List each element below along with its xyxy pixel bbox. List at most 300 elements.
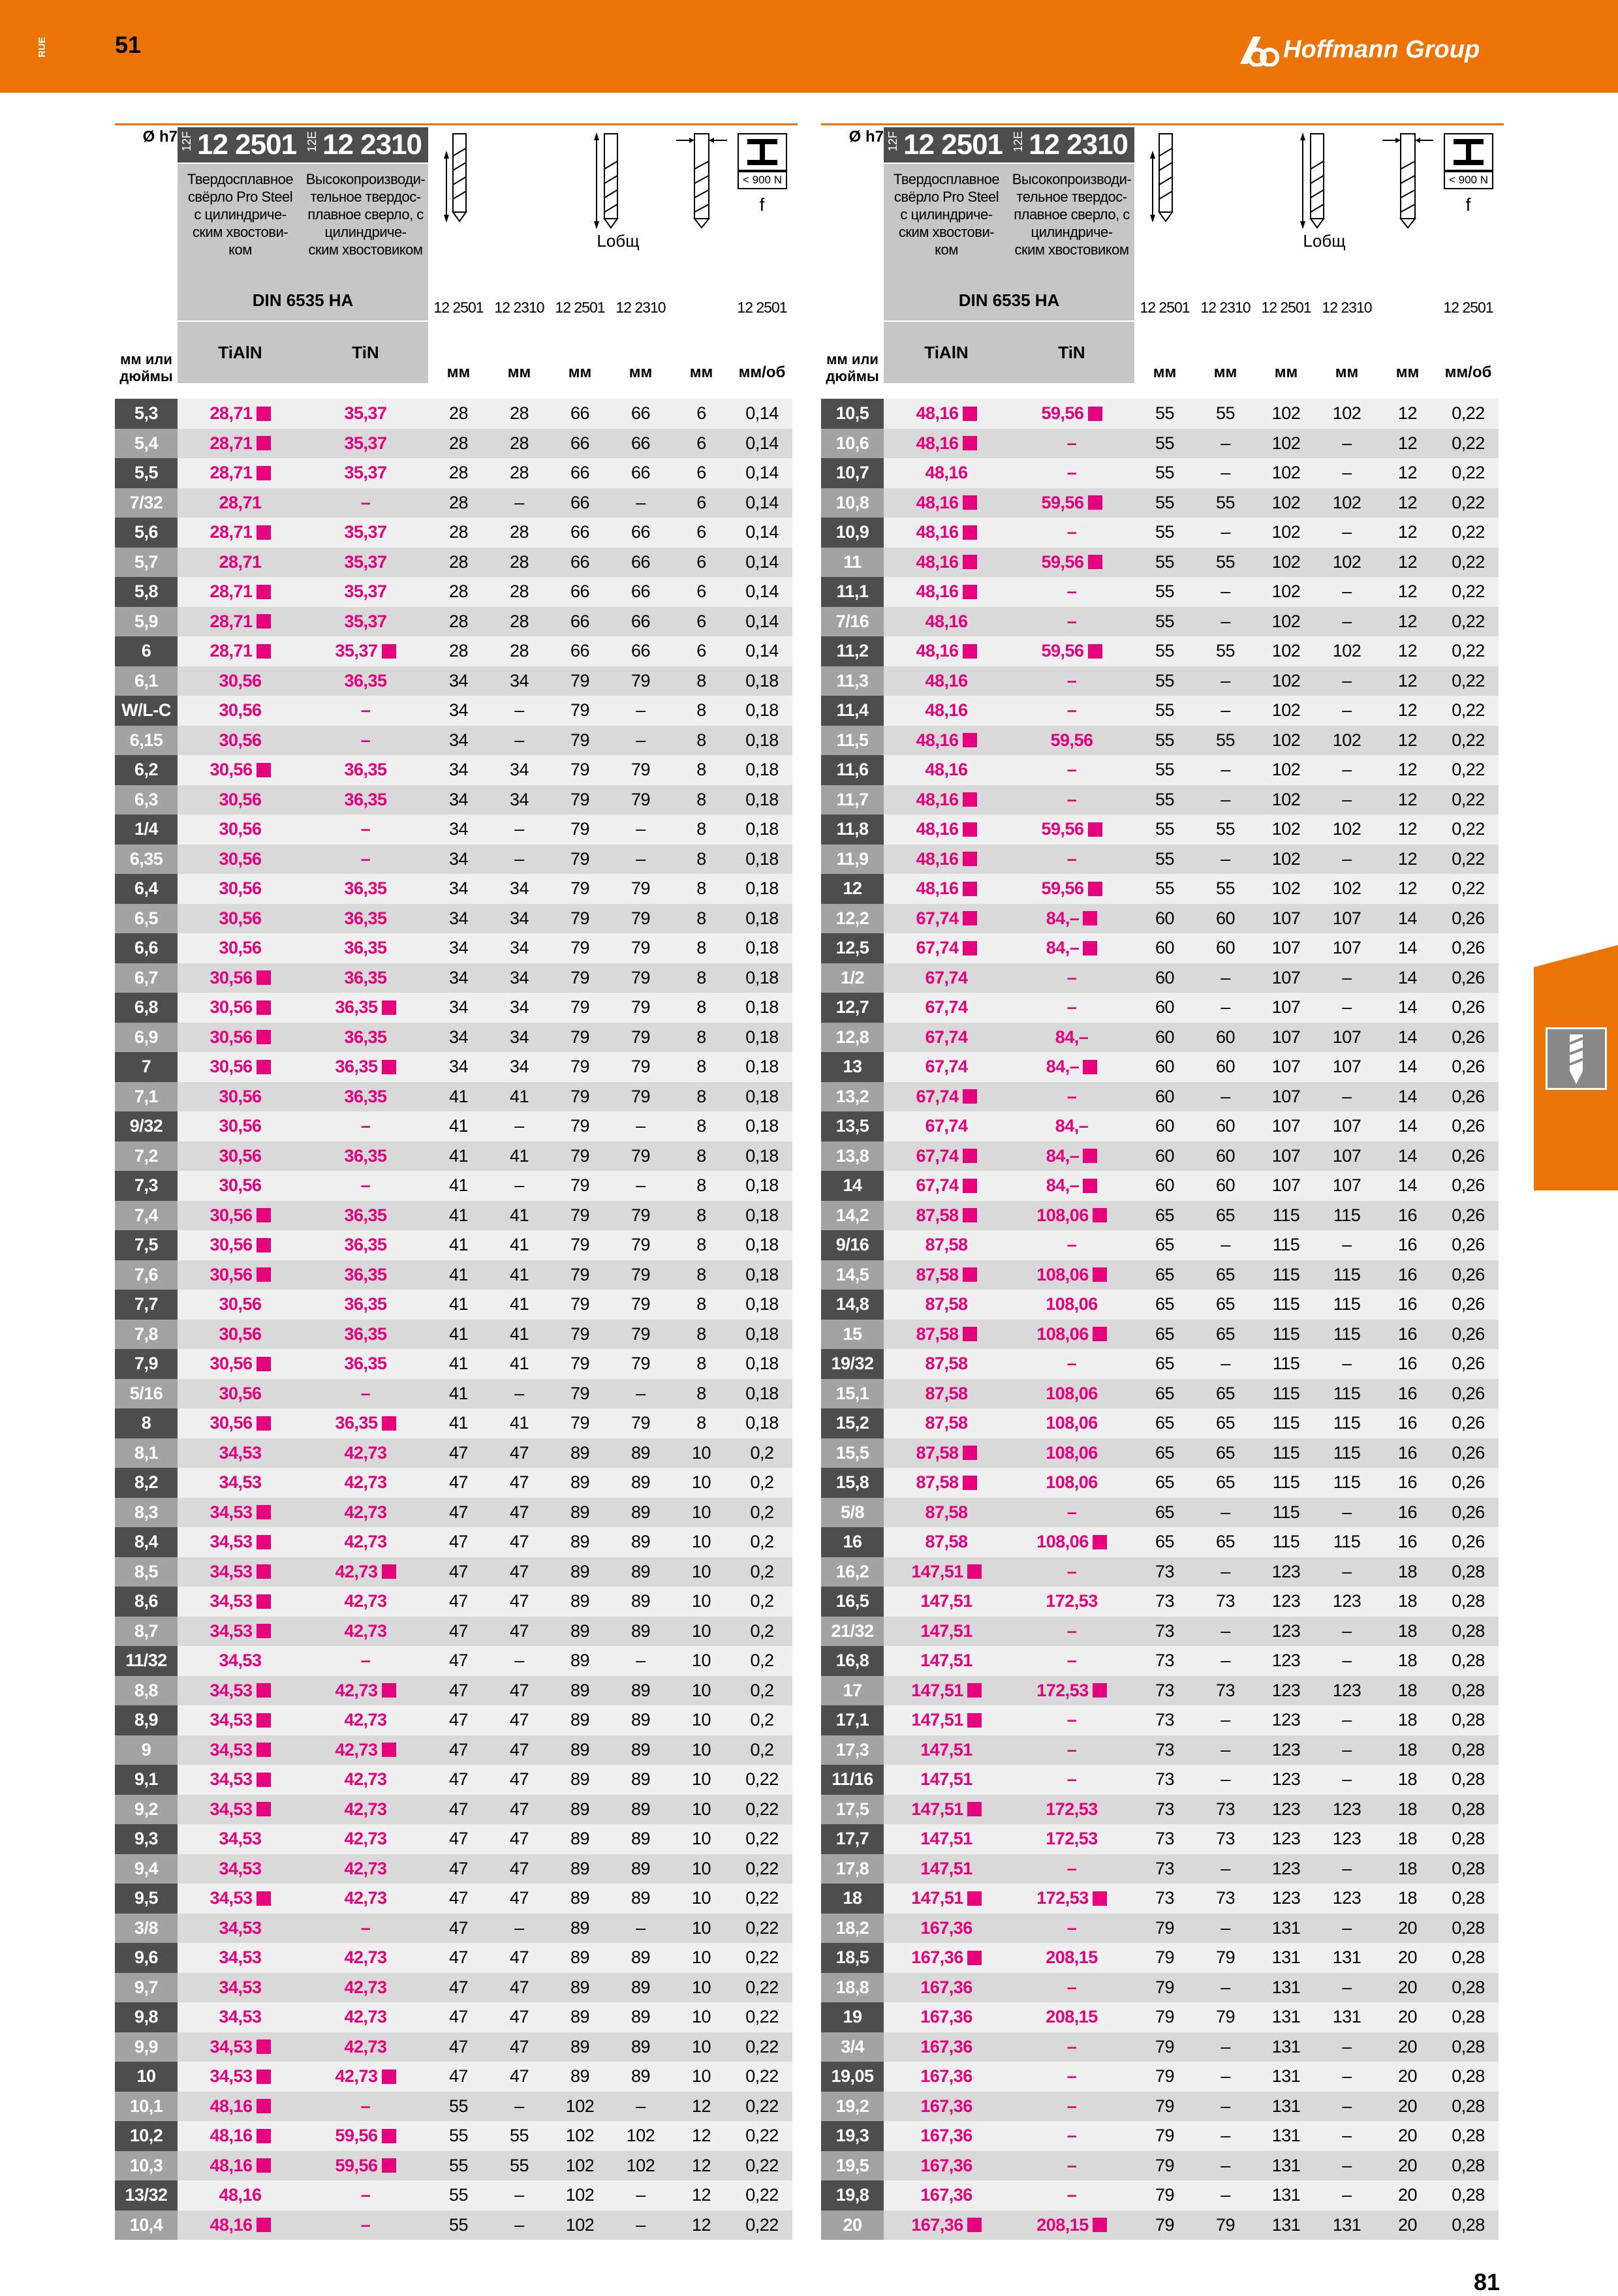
shank-diameter: 8 [671,993,732,1023]
shank-diameter: 14 [1377,1111,1438,1141]
feed-rate: 0,28 [1438,1884,1499,1914]
price-tialn-value: 87,58 [916,1442,959,1463]
row-diameter: 6,6 [115,933,178,963]
code-block-2-desc-line: Высокопроизводи- [1012,171,1132,187]
drill-length-2501: 55 [1134,607,1195,637]
price-tin [1009,1617,1134,1647]
price-tialn-value: 48,16 [210,2096,253,2116]
shank-diameter: 10 [671,1646,732,1676]
shank-diameter: 12 [671,2121,732,2151]
drill-length-2310: 28 [489,458,550,488]
total-length-2501: 79 [550,963,610,993]
row-diameter: 6,2 [115,755,178,785]
row-diameter: 10,4 [115,2211,178,2241]
drill-length-2310: 34 [489,874,550,904]
price-tialn-value: 34,53 [210,1502,253,1522]
shank-diameter: 12 [671,2092,732,2122]
feed-rate: 0,28 [1438,1646,1499,1676]
price-tin-value: 84,– [1046,1057,1080,1077]
drill-length-2310: – [1195,963,1256,993]
total-length-2501: 123 [1256,1854,1316,1884]
total-length-2501: 131 [1256,1973,1316,2003]
drill-length-2501: 47 [428,1914,489,1944]
table-row [115,696,792,726]
total-length-2310: 102 [1316,874,1377,904]
drill-length-2501: 41 [428,1320,489,1350]
price-tin [1009,548,1134,578]
table-row [115,1646,792,1676]
feed-rate: 0,18 [732,963,792,993]
price-tin [1009,845,1134,875]
price-tin-value: 42,73 [344,2007,387,2027]
total-length-2310: 89 [610,1735,671,1765]
price-tin [1009,488,1134,518]
price-tin [1009,1171,1134,1201]
drill-length-2501: 47 [428,1468,489,1498]
total-length-2310: 89 [610,1943,671,1973]
table-row [115,1349,792,1379]
table-row [115,1527,792,1557]
price-tin [303,1824,428,1854]
price-tin [303,1111,428,1141]
total-length-2501: 102 [1256,458,1316,488]
price-tin [303,636,428,666]
total-length-2501: 102 [1256,726,1316,756]
shank-diameter: 8 [671,1349,732,1379]
code-block-1 [884,127,1009,163]
price-tialn-value: 28,71 [210,582,253,602]
total-length-2501: 131 [1256,2121,1316,2151]
code-block-1-code: 12 2501 [196,129,297,161]
column-code [671,294,732,320]
shank-diameter: 12 [1377,518,1438,548]
table-row [115,518,792,548]
price-tin-value: – [360,492,371,512]
price-tin-value: 108,06 [1046,1383,1098,1403]
total-length-2310: 102 [1316,399,1377,429]
drill-length-2310: 55 [1195,488,1256,518]
table-row [821,874,1499,904]
price-tin-value: – [360,1116,371,1136]
shank-diameter: 12 [1377,785,1438,815]
row-diameter: 8,6 [115,1587,178,1617]
feed-rate: 0,22 [732,2062,792,2092]
row-diameter: 5,9 [115,607,178,637]
total-length-2310: 123 [1316,1824,1377,1854]
code-block-1-desc-line: свёрло Pro Steel [894,189,999,205]
price-tialn-value: 48,16 [916,551,959,572]
total-length-2501: 107 [1256,1023,1316,1053]
total-length-2310: 89 [610,1854,671,1884]
drill-length-2501: 73 [1134,1824,1195,1854]
code-block-1-tag: 12F [180,131,193,152]
price-tin-value: 108,06 [1046,1472,1098,1493]
stock-marker-icon [257,2099,271,2113]
row-diameter: 18,2 [821,1914,884,1944]
total-length-2501: 102 [1256,577,1316,607]
total-length-2501: 102 [1256,755,1316,785]
feed-rate: 0,14 [732,458,792,488]
shank-diameter: 16 [1377,1260,1438,1290]
table-row [115,1557,792,1587]
drill-length-2501: 47 [428,1438,489,1468]
price-tialn-value: 30,56 [219,878,262,899]
price-tialn-value: 48,16 [916,403,959,424]
drill-length-2501: 55 [1134,845,1195,875]
row-diameter: 17 [821,1676,884,1706]
price-tialn-value: 34,53 [219,1858,262,1878]
total-length-2310: – [1316,1765,1377,1795]
code-block-2-desc-line: тельное твердос- [1016,189,1127,205]
table-row [821,458,1499,488]
code-block-1-desc-line: ским хвостови- [898,224,995,240]
total-length-2310: – [1316,845,1377,875]
shank-diameter: 16 [1377,1320,1438,1350]
shank-diameter: 20 [1377,2062,1438,2092]
price-tin [1009,2032,1134,2062]
code-block-2-desc-line: цилиндриче- [1031,224,1113,240]
total-length-2501: 102 [1256,488,1316,518]
stock-marker-icon [257,763,271,777]
price-tialn-value: 147,51 [911,1799,963,1819]
table-row [821,1438,1499,1468]
total-length-2501: 66 [550,636,610,666]
price-tin-value: – [1066,1769,1077,1790]
total-length-2501: 102 [1256,785,1316,815]
shank-diameter: 6 [671,399,732,429]
table-row [115,1260,792,1290]
drill-length-2501: 79 [1134,2180,1195,2211]
table-row [115,607,792,637]
table-row [821,1587,1499,1617]
table-row [821,1884,1499,1914]
drill-length-2501: 55 [428,2211,489,2241]
drill-length-2310: – [1195,2121,1256,2151]
total-length-2501: 89 [550,1884,610,1914]
row-diameter: 11,5 [821,726,884,756]
price-tialn [178,1082,303,1112]
price-tin [303,1527,428,1557]
feed-rate: 0,14 [732,488,792,518]
shank-diameter: 12 [1377,607,1438,637]
row-diameter: 9,3 [115,1824,178,1854]
price-tialn-value: 67,74 [916,1175,959,1196]
drill-length-2501: 60 [1134,1052,1195,1082]
total-length-2310: – [610,814,671,845]
total-length-2310: 89 [610,1973,671,2003]
total-length-2310: 115 [1316,1260,1377,1290]
shank-diameter: 6 [671,636,732,666]
table-row [115,2211,792,2241]
shank-diameter: 8 [671,904,732,934]
stock-marker-icon [963,407,977,421]
feed-rate: 0,18 [732,1052,792,1082]
drill-length-2310: – [1195,577,1256,607]
total-length-2310: 89 [610,1557,671,1587]
price-tin [1009,1438,1134,1468]
price-tin [1009,1468,1134,1498]
total-length-2310: 79 [610,1290,671,1320]
price-tialn [884,1052,1009,1082]
price-tialn [884,2121,1009,2151]
drill-length-2310: 28 [489,548,550,578]
table-row [821,1408,1499,1438]
stock-marker-icon [963,1208,977,1222]
price-tialn-value: 34,53 [219,1977,262,1997]
feed-rate: 0,26 [1438,1349,1499,1379]
price-tialn [884,1587,1009,1617]
price-tialn [884,1230,1009,1260]
feed-rate: 0,26 [1438,1023,1499,1053]
feed-rate: 0,26 [1438,993,1499,1023]
drill-length-2310: 60 [1195,904,1256,934]
shank-diameter: 10 [671,2062,732,2092]
row-diameter: 10,3 [115,2151,178,2181]
shank-diameter: 16 [1377,1379,1438,1409]
table-row [115,785,792,815]
stock-marker-icon [257,1683,271,1698]
drill-length-2310: 34 [489,993,550,1023]
code-block-2-code: 12 2310 [322,129,422,161]
table-row [115,1587,792,1617]
column-unit: мм [507,364,531,381]
price-tin [303,814,428,845]
shank-diameter: 12 [1377,755,1438,785]
drill-length-2501: 79 [1134,2032,1195,2062]
drill-length-2310: 55 [1195,399,1256,429]
total-length-2501: 89 [550,2032,610,2062]
price-tin-value: 172,53 [1036,1680,1089,1700]
row-diameter: 1/4 [115,814,178,845]
row-diameter: 10,7 [821,458,884,488]
stock-marker-icon [257,1238,271,1252]
price-tialn [178,993,303,1023]
table-row [115,2121,792,2151]
drill-length-2310: 65 [1195,1408,1256,1438]
price-tialn [884,2180,1009,2211]
price-tin-value: 42,73 [344,1769,387,1790]
stock-marker-icon [967,1951,982,1965]
shank-diameter: 18 [1377,1587,1438,1617]
row-diameter: 15,1 [821,1379,884,1409]
column-unit: мм/об [1444,364,1492,381]
total-length-2310: 107 [1316,1141,1377,1171]
total-length-2310: 79 [610,933,671,963]
drill-length-2310: – [1195,1557,1256,1587]
row-diameter: 14,8 [821,1290,884,1320]
price-tin-value: – [360,848,371,869]
price-tialn-value: 48,16 [925,670,968,690]
table-row [821,1765,1499,1795]
drill-length-2501: 65 [1134,1320,1195,1350]
row-diameter: 8,3 [115,1498,178,1528]
total-length-2501: 131 [1256,2151,1316,2181]
total-length-2310: – [1316,1230,1377,1260]
price-tin [303,963,428,993]
price-tialn-value: 34,53 [219,1917,262,1938]
price-tialn-value: 87,58 [916,1472,959,1493]
price-tin [303,1349,428,1379]
code-block-1-desc-line: ским хвостови- [192,224,288,240]
drill-length-2310: 28 [489,636,550,666]
feed-rate: 0,18 [732,904,792,934]
feed-rate: 0,2 [732,1676,792,1706]
price-tialn [884,1408,1009,1438]
drill-length-2501: 41 [428,1141,489,1171]
total-length-2310: – [610,1171,671,1201]
total-length-2501: 131 [1256,2180,1316,2211]
feed-rate: 0,22 [732,2032,792,2062]
feed-rate: 0,22 [732,2180,792,2211]
total-length-2310: 79 [610,755,671,785]
price-tin [1009,1379,1134,1409]
stock-marker-icon [967,1891,982,1906]
total-length-2501: 79 [550,933,610,963]
feed-rate: 0,28 [1438,2121,1499,2151]
total-length-2501: 79 [550,755,610,785]
drill-length-2501: 28 [428,548,489,578]
table-row [115,963,792,993]
price-tialn-value: 28,71 [210,641,253,661]
code-block-2 [303,127,428,163]
coating-tin: TiN [303,322,428,383]
total-length-2501: 102 [550,2121,610,2151]
unit-diameter-line: мм или [120,351,172,367]
drill-length-2501: 28 [428,577,489,607]
price-tialn-value: 48,16 [925,463,968,483]
shank-diameter: 10 [671,1765,732,1795]
stock-marker-icon [257,1594,271,1609]
drill-length-2310: 73 [1195,1824,1256,1854]
price-tialn [178,1527,303,1557]
stock-marker-icon [382,1683,396,1698]
code-block-2-tag: 12E [305,131,319,153]
total-length-2310: – [1316,2121,1377,2151]
price-tin [1009,1201,1134,1231]
price-tialn-value: 147,51 [920,1739,972,1760]
drill-length-2310: – [489,1914,550,1944]
drill-length-2310: 47 [489,1557,550,1587]
page-number-top: 51 [115,31,142,58]
price-tialn [178,1646,303,1676]
drill-length-2310: – [1195,429,1256,459]
price-tin-value: 36,35 [344,878,387,899]
feed-rate: 0,18 [732,933,792,963]
shank-diameter: 10 [671,1468,732,1498]
price-tin-value: 35,37 [335,641,378,661]
shank-diameter: 16 [1377,1498,1438,1528]
price-tialn [178,458,303,488]
price-tialn [884,1290,1009,1320]
price-tialn [178,814,303,845]
total-length-2501: 131 [1256,2002,1316,2032]
table-row [821,1824,1499,1854]
stock-marker-icon [382,1001,396,1015]
price-tialn [178,2211,303,2241]
drill-length-2310: 34 [489,666,550,696]
shank-diameter: 12 [1377,399,1438,429]
total-length-2310: 66 [610,577,671,607]
feed-rate: 0,26 [1438,1201,1499,1231]
price-tialn [178,1379,303,1409]
total-length-icon [1256,127,1377,290]
price-tialn-value: 167,36 [911,2214,963,2235]
price-tialn [884,1884,1009,1914]
price-tin [1009,696,1134,726]
row-diameter: 16,2 [821,1557,884,1587]
total-length-2501: 89 [550,1676,610,1706]
row-diameter: 9,4 [115,1854,178,1884]
price-tin [303,1943,428,1973]
hoffmann-logo-icon [1239,33,1279,67]
price-tin-value: 36,35 [344,1294,387,1314]
feed-rate: 0,22 [732,1854,792,1884]
price-tialn [178,2002,303,2032]
drill-length-2310: – [1195,1349,1256,1379]
drill-length-2501: 55 [1134,429,1195,459]
total-length-2501: 66 [550,399,610,429]
table-row [821,814,1499,845]
drill-length-2310: 47 [489,1676,550,1706]
drill-length-2501: 73 [1134,1705,1195,1735]
drill-length-2310: 47 [489,1854,550,1884]
column-unit: мм [568,364,592,381]
feed-rate: 0,22 [1438,696,1499,726]
price-tin-value: 59,56 [1041,492,1084,512]
feed-rate: 0,22 [1438,666,1499,696]
drill-length-2501: 47 [428,1676,489,1706]
price-tin-value: – [1066,1739,1077,1760]
table-row [115,814,792,845]
total-length-2310: 89 [610,1676,671,1706]
stock-marker-icon [257,466,271,480]
total-length-2501: 79 [550,1408,610,1438]
price-tialn-value: 147,51 [911,1710,963,1730]
stock-marker-icon [963,436,977,450]
table-row [115,993,792,1023]
shank-diameter: 14 [1377,1171,1438,1201]
feed-rate: 0,22 [1438,814,1499,845]
total-length-2310: 115 [1316,1290,1377,1320]
drill-length-2501: 55 [1134,518,1195,548]
code-block-1-code: 12 2501 [903,129,1003,161]
shank-diameter: 12 [671,2180,732,2211]
table-row [115,636,792,666]
price-tialn [178,1735,303,1765]
drill-length-2310: – [1195,1230,1256,1260]
drill-length-2310: 41 [489,1082,550,1112]
feed-rate: 0,22 [1438,845,1499,875]
drill-length-2501: 34 [428,993,489,1023]
table-row [115,429,792,459]
price-tin [303,518,428,548]
feed-rate: 0,26 [1438,1052,1499,1082]
row-diameter: 8,7 [115,1617,178,1647]
total-length-2310: – [1316,666,1377,696]
row-diameter: 8,2 [115,1468,178,1498]
feed-rate: 0,22 [732,2121,792,2151]
price-tin-value: 36,35 [344,1145,387,1166]
column-code: 12 2501 [433,298,484,316]
language-code: RUE [37,37,48,57]
feed-rate: 0,26 [1438,1320,1499,1350]
feed-label: f [759,194,765,215]
total-length-2501: 102 [1256,845,1316,875]
total-length-2310: 89 [610,1498,671,1528]
row-diameter: 9,8 [115,2002,178,2032]
total-length-2310: 107 [1316,1171,1377,1201]
price-tialn-value: 48,16 [916,789,959,809]
